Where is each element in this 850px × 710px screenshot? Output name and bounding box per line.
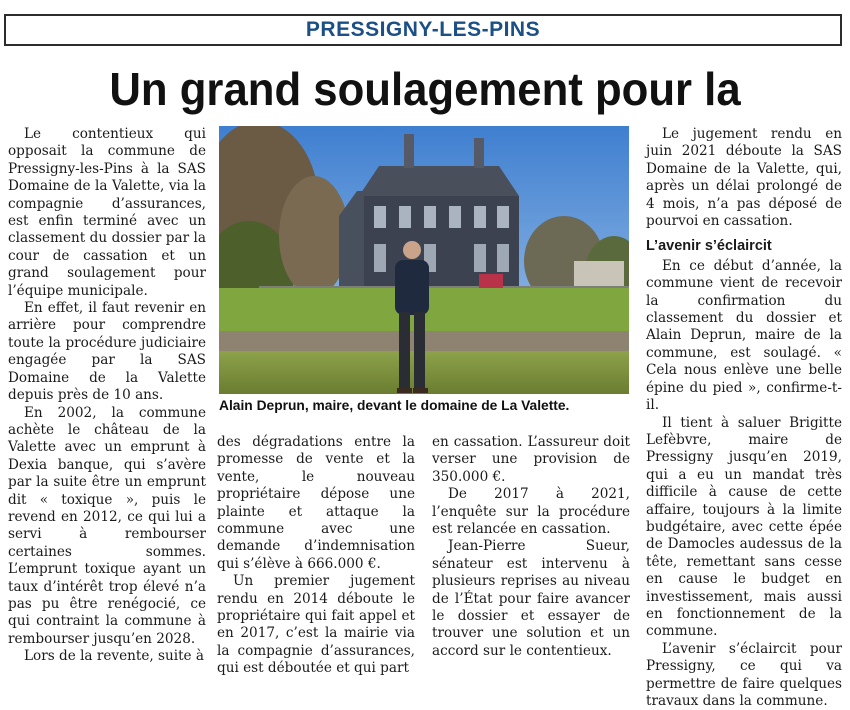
subheading: L’avenir s’éclaircit (646, 238, 772, 255)
article-column-2 (217, 434, 415, 678)
paragraph: Lors de la revente, suite à (24, 648, 205, 665)
article-column-4 (646, 126, 842, 710)
paragraph: en cassation. L’assureur doit verser une provision de 350.000 €. (432, 434, 630, 485)
paragraph: L’avenir s’éclaircit pour Pressigny, ce qui va permettre de faire quelques travaux dans la commune. (646, 640, 842, 709)
paragraph: Jean-Pierre Sueur, sénateur est intervenu à plusieurs reprises au niveau de l’État pour faire avancer le dossier et essayer de trouver une solution et un accord sur le contentieux. (432, 538, 630, 659)
paragraph: En effet, il faut revenir en arrière pour comprendre toute la procédure judiciaire engagée par la SAS Domaine de la Valette depuis près de 10 ans. (8, 300, 206, 404)
section-kicker: PRESSIGNY-LES-PINS (4, 14, 842, 46)
paragraph: En ce début d’année, la commune vient de recevoir la confirmation du classement du dossier et Alain Deprun, maire de la commune, est soulagé. « Cela nous enlève une belle épine du pied », confirme-t-il. (646, 257, 842, 414)
paragraph: Un premier jugement rendu en 2014 déboute le propriétaire qui fait appel et en 2017, c’est la mairie via la compagnie d’assurances, qui est déboutée et qui part (217, 573, 415, 677)
article-column-3 (432, 434, 630, 660)
photo-caption: Alain Deprun, maire, devant le domaine de La Valette. (219, 398, 570, 413)
article-column-1 (8, 126, 206, 666)
paragraph: Il tient à saluer Brigitte Lefèbvre, maire de Pressigny jusqu’en 2019, qui a eu un mandat très difficile à cause de cette affaire, toujours à la limite budgétaire, avec cette épée de Damocles audessus de la tête, remettant sans cesse en cause le budget en investissement, mais aussi en fonctionnement de la commune. (646, 414, 842, 640)
paragraph: De 2017 à 2021, l’enquête sur la procédure est relancée en cassation. (432, 486, 630, 538)
paragraph: En 2002, la commune achète le château de la Valette avec un emprunt à Dexia banque, qui s’avère par la suite être un emprunt dit « toxique », puis le revend en 2012, ce qui lui a servi à rembourser certaines sommes. L’emprunt toxique ayant un taux d’intérêt trop élevé n’a pas pu être renégocié, ce qui contraint la commune à rembourser jusqu’en 2028. (8, 404, 206, 647)
paragraph: Le contentieux qui opposait la commune de Pressigny-les-Pins à la SAS Domaine de la Valette, via la compagnie d’assurances, est enfin terminé avec un classement du dossier par la cour de cassation et un grand soulagement pour l’équipe municipale. (8, 126, 206, 299)
paragraph: Le jugement rendu en juin 2021 déboute la SAS Domaine de la Valette, qui, après un délai prolongé de 4 mois, n’a pas déposé de pourvoi en cassation. (646, 126, 842, 230)
photo-chateau-mayor-icon (219, 126, 629, 394)
headline: Un grand soulagement pour la (109, 63, 741, 115)
article-photo (219, 126, 629, 394)
paragraph: des dégradations entre la promesse de vente et la vente, le nouveau propriétaire dépose une plainte et attaque la commune avec une demande d’indemnisation qui s’élève à 666.000 €. (217, 434, 415, 572)
